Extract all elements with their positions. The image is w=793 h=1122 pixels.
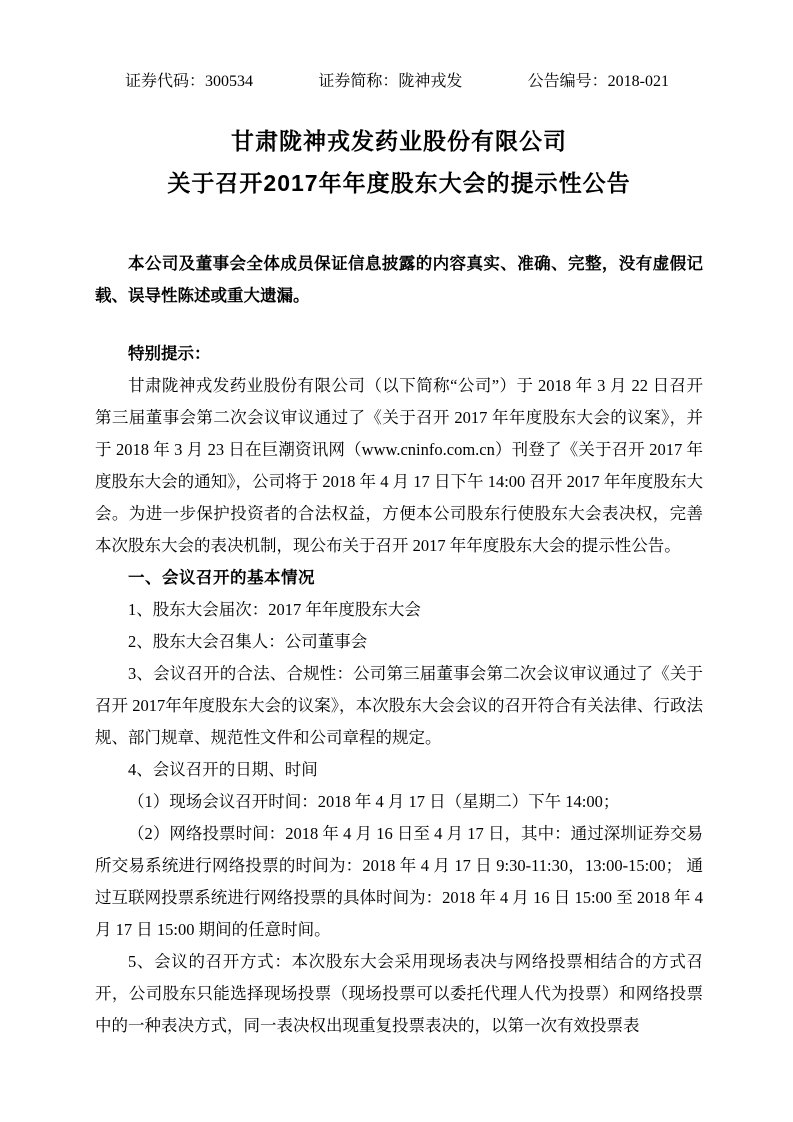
stock-code-value: 300534 (205, 73, 254, 90)
stock-code-label: 证券代码： (125, 73, 206, 90)
special-notice-body: 甘肃陇神戎发药业股份有限公司（以下简称“公司”）于 2018 年 3 月 22 日召开第三届董事会第二次会议审议通过了《关于召开 2017 年年度股东大会的议案》，并于 2018 年 3 月 23 日在巨潮资讯网（www.cninfo.com.cn）刊登了《关于召开 2017 年度股东大会的通知》，公司将于 2018 年 4 月 17 日下午 14:00 召开 2017 年年度股东大会。为进一步保护投资者的合法权益，方便本公司股东行使股东大会表决权，完善本次股东大会的表决机制，现公布关于召开 2017 年年度股东大会的提示性公告。 (95, 376, 703, 555)
title-block (95, 120, 703, 204)
stock-code (125, 70, 253, 94)
disclaimer-statement: 本公司及董事会全体成员保证信息披露的内容真实、准确、完整，没有虚假记载、误导性陈述或重大遗漏。 (95, 255, 703, 305)
stock-short-name-label: 证券简称： (318, 73, 399, 90)
item-meeting-legality: 3、会议召开的合法、合规性：公司第三届董事会第二次会议审议通过了《关于召开 2017年年度股东大会的议案》，本次股东大会会议的召开符合有关法律、行政法规、部门规章、规范性文件和公司章程的规定。 (95, 664, 703, 747)
item-meeting-method: 5、会议的召开方式：本次股东大会采用现场表决与网络投票相结合的方式召开，公司股东只能选择现场投票（现场投票可以委托代理人代为投票）和网络投票中的一种表决方式，同一表决权出现重复投票表决的，以第一次有效投票表 (95, 952, 703, 1035)
company-name-title: 甘肃陇神戎发药业股份有限公司 (231, 128, 567, 154)
item-meeting-date-time-heading: 4、会议召开的日期、时间 (128, 760, 318, 779)
announcement-number-label: 公告编号： (527, 73, 608, 90)
announcement-number (528, 70, 669, 94)
item-online-voting-time: （2）网络投票时间：2018 年 4 月 16 日至 4 月 17 日，其中：通过深圳证券交易所交易系统进行网络投票的时间为：2018 年 4 月 17 日 9:30-11:30，13:00-15:00； 通过互联网投票系统进行网络投票的具体时间为：2018 年 4 月 16 日 15:00 至 2018 年 4 月 17 日 15:00 期间的任意时间。 (95, 824, 703, 939)
section-heading-meeting-basic-info: 一、会议召开的基本情况 (128, 569, 315, 587)
stock-short-name (318, 70, 462, 94)
stock-short-name-value: 陇神戎发 (398, 73, 463, 90)
item-onsite-meeting-time: （1）现场会议召开时间：2018 年 4 月 17 日（星期二）下午 14:00； (128, 792, 620, 811)
special-notice-heading: 特别提示： (128, 345, 211, 363)
doc-header (95, 70, 703, 94)
announcement-number-value: 2018-021 (607, 73, 669, 90)
announcement-subject-title: 关于召开2017年年度股东大会的提示性公告 (167, 170, 631, 196)
item-meeting-session: 1、股东大会届次：2017 年年度股东大会 (128, 600, 421, 619)
item-meeting-convener: 2、股东大会召集人：公司董事会 (128, 632, 368, 651)
